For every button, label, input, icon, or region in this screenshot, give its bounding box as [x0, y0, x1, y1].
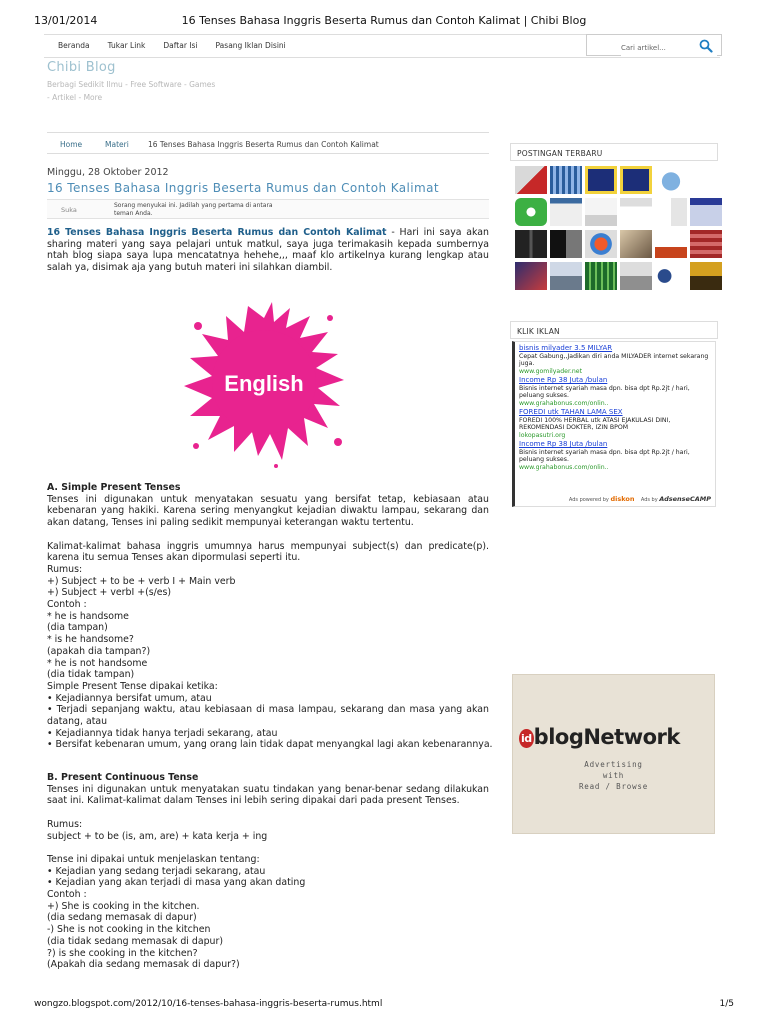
adsensecamp-logo[interactable]: AdsenseCAMP: [659, 494, 711, 503]
english-splash-text: English: [224, 371, 304, 396]
section-b-line: • Kejadian yang sedang terjadi sekarang, atau: [47, 865, 266, 877]
post-thumbnail[interactable]: [515, 230, 547, 258]
like-text: Sorang menyukai ini. Jadilah yang pertama di antara teman Anda.: [114, 202, 273, 217]
post-thumbnail[interactable]: [620, 262, 652, 290]
breadcrumb: [47, 132, 489, 154]
section-a-line: Simple Present Tense dipakai ketika:: [47, 680, 218, 692]
blog-description: Berbagi Sedikit Ilmu - Free Software - Games - Artikel - More: [47, 80, 216, 102]
post-thumbnail[interactable]: [655, 230, 687, 258]
ad-title[interactable]: Income Rp 38 Juta /bulan: [519, 376, 608, 384]
section-b-line: Tense ini dipakai untuk menjelaskan tentang:: [47, 853, 260, 865]
ad-title[interactable]: FOREDI utk TAHAN LAMA SEX: [519, 408, 623, 416]
blog-title[interactable]: Chibi Blog: [47, 60, 116, 75]
section-b-line: (dia sedang memasak di dapur): [47, 912, 197, 924]
nav-links: [58, 41, 286, 50]
section-a-title: A. Simple Present Tenses: [47, 482, 181, 493]
post-thumbnail[interactable]: [690, 198, 722, 226]
banner-logo-text: blogNetwork: [533, 725, 680, 749]
ads-widget: [510, 321, 718, 339]
post-thumbnail[interactable]: [655, 262, 687, 290]
post-thumbnail[interactable]: [515, 166, 547, 194]
banner-tagline-line: Read / Browse: [578, 782, 649, 791]
ad-item[interactable]: [519, 345, 712, 375]
post-title[interactable]: 16 Tenses Bahasa Inggris Beserta Rumus dan Contoh Kalimat: [47, 181, 439, 195]
section-a-line: * is he handsome?: [47, 634, 134, 646]
banner-tagline-line: Advertising: [584, 760, 643, 769]
print-title: 16 Tenses Bahasa Inggris Beserta Rumus dan Contoh Kalimat | Chibi Blog: [181, 14, 587, 27]
ad-title[interactable]: bisnis milyader 3.5 MILYAR: [519, 344, 613, 352]
section-b: [47, 772, 489, 971]
post-thumbnail[interactable]: [620, 230, 652, 258]
section-a-line: • Bersifat kebenaran umum, yang orang lain tidak dapat menyangkal lagi akan kebenarannya.: [47, 739, 493, 751]
id-mark: id: [519, 729, 534, 748]
post-thumbnail[interactable]: [585, 198, 617, 226]
print-footer: [34, 999, 734, 1011]
section-a-line: (dia tampan): [47, 622, 108, 634]
ad-url[interactable]: www.grahabonus.com/onlin..: [519, 399, 609, 407]
section-b-line: +) She is cooking in the kitchen.: [47, 900, 200, 912]
section-a-line: +) Subject + to be + verb I + Main verb: [47, 575, 236, 587]
ad-description: Bisnis internet syariah masa dpn. bisa dpt Rp.2jt / hari, peluang sukses.: [519, 384, 690, 399]
recent-posts-grid: [510, 166, 718, 290]
section-a: [47, 482, 493, 751]
section-a-line: • Kejadiannya bersifat umum, atau: [47, 692, 212, 704]
ad-item[interactable]: [519, 377, 712, 407]
post-thumbnail[interactable]: [585, 230, 617, 258]
section-b-line: subject + to be (is, am, are) + kata kerja + ing: [47, 830, 268, 842]
ad-item[interactable]: [519, 409, 712, 439]
english-splash-image: [178, 296, 350, 468]
section-b-line: ?) is she cooking in the kitchen?: [47, 947, 198, 959]
ad-title[interactable]: Income Rp 38 Juta /bulan: [519, 440, 608, 448]
intro-text: - Hari ini saya akan sharing materi yang saya pelajari untuk matkul, saya juga terimakasih kepada sumbernya ntah blog siapa saya lupa mencatatnya hehehe,,, maaf klo artikelnya kurang lengkap atau salah ya, disimak aja yang butuh materi ini silahkan diambil.: [47, 227, 489, 274]
post-thumbnail[interactable]: [620, 198, 652, 226]
section-a-line: * he is not handsome: [47, 657, 148, 669]
section-a-line: +) Subject + verbI +(s/es): [47, 587, 172, 599]
section-a-bullet-long: • Terjadi sepanjang waktu, atau kebiasaan di masa lampau, sekarang dan masa yang akan datang, atau: [47, 704, 489, 728]
intro-paragraph: [47, 227, 489, 274]
post-thumbnail[interactable]: [655, 166, 687, 194]
like-button[interactable]: Suka: [61, 206, 77, 214]
section-a-line: * he is handsome: [47, 610, 129, 622]
post-thumbnail[interactable]: [690, 166, 722, 194]
post-thumbnail[interactable]: [515, 198, 547, 226]
post-date: Minggu, 28 Oktober 2012: [47, 167, 169, 178]
section-a-para2: Kalimat-kalimat bahasa inggris umumnya harus mempunyai subject(s) dan predicate(p). karena itu semua Tenses akan dipormulasi seperti itu.: [47, 540, 489, 564]
section-b-line: Rumus:: [47, 818, 83, 830]
ads-widget-title: KLIK IKLAN: [510, 321, 718, 339]
print-date: 13/01/2014: [34, 14, 98, 27]
section-a-line: Rumus:: [47, 563, 83, 575]
section-b-line: (dia tidak sedang memasak di dapur): [47, 935, 223, 947]
ads-powered-label: Ads powered by: [568, 496, 609, 503]
section-b-line: Contoh :: [47, 889, 87, 900]
print-page-number: 1/5: [719, 999, 734, 1009]
post-thumbnail[interactable]: [655, 198, 687, 226]
ads-footer: [569, 496, 711, 505]
section-a-para1: Tenses ini digunakan untuk menyatakan sesuatu yang bersifat tetap, kebiasaan atau kebenaran yang hakiki. Karena sering menyangkut kejadian diwaktu lampau, sekarang dan akan datang, Tenses ini paling sedikit mempunyai keterangan waktu tertentu.: [47, 493, 489, 529]
ads-by-label: Ads by: [640, 496, 658, 503]
ad-url[interactable]: lokopasutri.org: [519, 431, 566, 439]
post-thumbnail[interactable]: [585, 166, 617, 194]
post-thumbnail[interactable]: [690, 230, 722, 258]
section-b-title: B. Present Continuous Tense: [47, 772, 199, 783]
section-a-line: • Kejadiannya tidak hanya terjadi sekarang, atau: [47, 727, 278, 739]
ads-box: [512, 341, 716, 507]
nav-item-beranda[interactable]: Beranda: [58, 41, 90, 50]
ad-description: Bisnis internet syariah masa dpn. bisa dpt Rp.2jt / hari, peluang sukses.: [519, 448, 690, 463]
ad-description: FOREDI 100% HERBAL utk ATASI EJAKULASI DINI, REKOMENDASI DOKTER, IZIN BPOM: [519, 416, 671, 431]
section-a-line: (dia tidak tampan): [47, 669, 135, 681]
search-icon[interactable]: [699, 39, 713, 53]
ad-description: Cepat Gabung,,Jadikan diri anda MILYADER internet sekarang juga.: [519, 352, 709, 367]
section-b-line: (Apakah dia sedang memasak di dapur?): [47, 959, 240, 971]
idblognetwork-banner[interactable]: [512, 674, 715, 834]
post-intro: [47, 227, 489, 274]
recent-posts-widget: [510, 143, 718, 290]
section-a-line: (apakah dia tampan?): [47, 645, 151, 657]
search-box: [586, 34, 722, 56]
nav-item-pasang-iklan[interactable]: Pasang Iklan Disini: [215, 41, 286, 50]
section-b-para1: Tenses ini digunakan untuk menyatakan suatu tindakan yang benar-benar sedang dilakukan saat ini. Kalimat-kalimat dalam Tenses ini lebih sering dipakai dari pada present Tenses.: [47, 783, 489, 807]
banner-tagline: [513, 759, 714, 792]
post-thumbnail[interactable]: [515, 262, 547, 290]
post-thumbnail[interactable]: [550, 198, 582, 226]
nav-item-daftar-isi[interactable]: Daftar Isi: [163, 41, 198, 50]
post-thumbnail[interactable]: [550, 262, 582, 290]
recent-posts-title: POSTINGAN TERBARU: [510, 143, 718, 161]
idblognetwork-logo: [519, 725, 680, 749]
ad-url[interactable]: www.gomilyader.net: [519, 367, 583, 375]
top-navbar: [44, 34, 720, 58]
post-thumbnail[interactable]: [550, 230, 582, 258]
post-thumbnail[interactable]: [550, 166, 582, 194]
breadcrumb-materi[interactable]: Materi: [105, 140, 129, 149]
section-b-line: • Kejadian yang akan terjadi di masa yang akan dating: [47, 877, 306, 889]
ad-url[interactable]: www.grahabonus.com/onlin..: [519, 463, 609, 471]
breadcrumb-home[interactable]: Home: [60, 140, 83, 149]
nav-item-tukar-link[interactable]: Tukar Link: [107, 41, 146, 50]
intro-lead-link[interactable]: 16 Tenses Bahasa Inggris Beserta Rumus dan Contoh Kalimat: [47, 227, 387, 238]
banner-tagline-line: with: [602, 771, 625, 780]
post-thumbnail[interactable]: [690, 262, 722, 290]
section-b-line: -) She is not cooking in the kitchen: [47, 924, 211, 936]
post-thumbnail[interactable]: [585, 262, 617, 290]
print-header: [34, 14, 734, 28]
section-a-line: Contoh :: [47, 599, 87, 611]
print-url: wongzo.blogspot.com/2012/10/16-tenses-bahasa-inggris-beserta-rumus.html: [34, 999, 383, 1009]
post-thumbnail[interactable]: [620, 166, 652, 194]
breadcrumb-current: 16 Tenses Bahasa Inggris Beserta Rumus dan Contoh Kalimat: [148, 140, 379, 149]
ad-item[interactable]: [519, 441, 712, 471]
diskon-logo[interactable]: diskon: [610, 494, 635, 503]
like-box: [47, 199, 489, 219]
